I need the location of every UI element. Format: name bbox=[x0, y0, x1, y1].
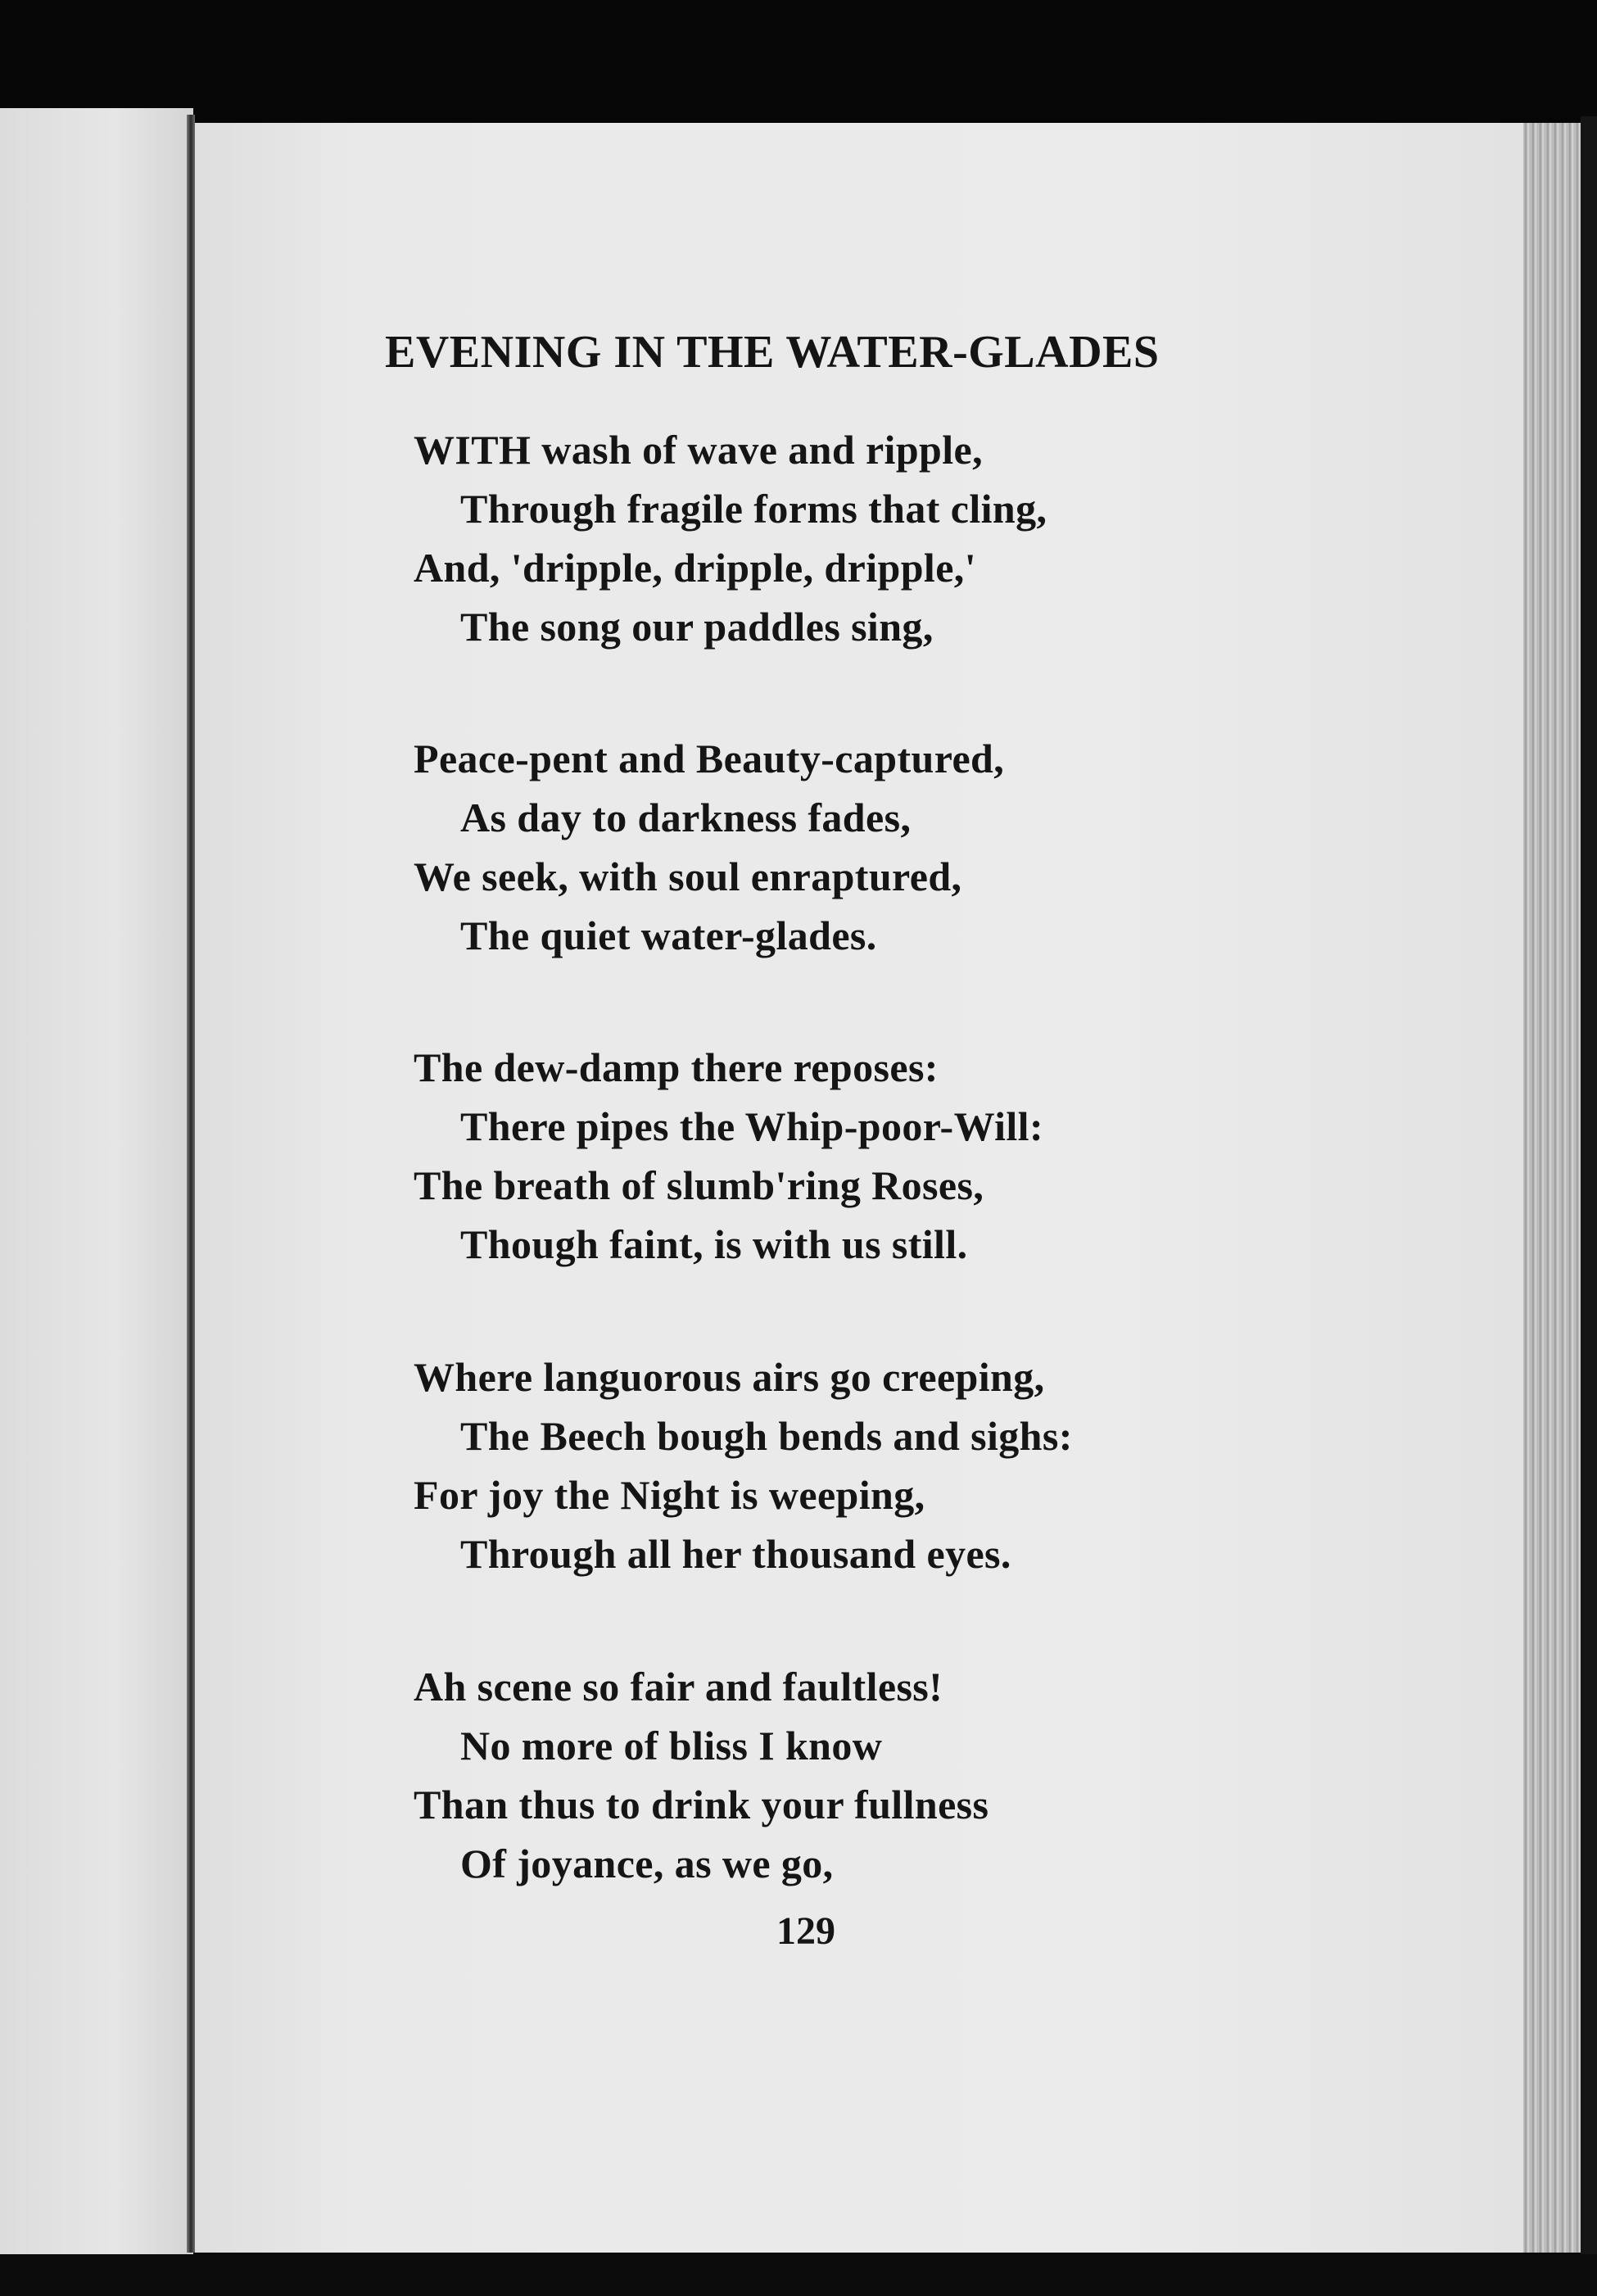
book-gutter bbox=[187, 115, 195, 2253]
poem-line: Of joyance, as we go, bbox=[460, 1841, 834, 1886]
poem-line: Ah scene so fair and faultless! bbox=[414, 1664, 943, 1710]
poem-line: We seek, with soul enraptured, bbox=[414, 854, 962, 899]
poem-title: EVENING IN THE WATER-GLADES bbox=[385, 327, 1160, 378]
poem-line: The dew-damp there reposes: bbox=[414, 1044, 939, 1090]
page-number: 129 bbox=[776, 1909, 835, 1953]
scan-top-border bbox=[0, 0, 1597, 116]
poem-line: As day to darkness fades, bbox=[460, 795, 912, 840]
poem-line: No more of bliss I know bbox=[460, 1723, 883, 1768]
poem-line: Through fragile forms that cling, bbox=[460, 486, 1047, 532]
page-stack-edges bbox=[1523, 123, 1581, 2253]
poem-line: WITH wash of wave and ripple, bbox=[414, 427, 984, 473]
poem-line: Through all her thousand eyes. bbox=[460, 1531, 1011, 1577]
poem-line: The Beech bough bends and sighs: bbox=[460, 1413, 1073, 1459]
left-page-edge bbox=[0, 108, 193, 2261]
scan-bottom-border bbox=[0, 2254, 1597, 2296]
poem-line: And, 'dripple, dripple, dripple,' bbox=[414, 545, 976, 591]
poem-line: Where languorous airs go creeping, bbox=[414, 1354, 1045, 1400]
poem-line: Peace-pent and Beauty-captured, bbox=[414, 736, 1005, 781]
poem-line: Than thus to drink your fullness bbox=[414, 1782, 989, 1827]
poem-line: For joy the Night is weeping, bbox=[414, 1472, 925, 1518]
poem-line: There pipes the Whip-poor-Will: bbox=[460, 1103, 1044, 1149]
poem-line: The quiet water-glades. bbox=[460, 913, 877, 958]
poem-line: Though faint, is with us still. bbox=[460, 1221, 968, 1267]
scan-right-border bbox=[1581, 116, 1597, 2254]
poem-line: The breath of slumb'ring Roses, bbox=[414, 1162, 984, 1208]
poem-line: The song our paddles sing, bbox=[460, 604, 934, 650]
